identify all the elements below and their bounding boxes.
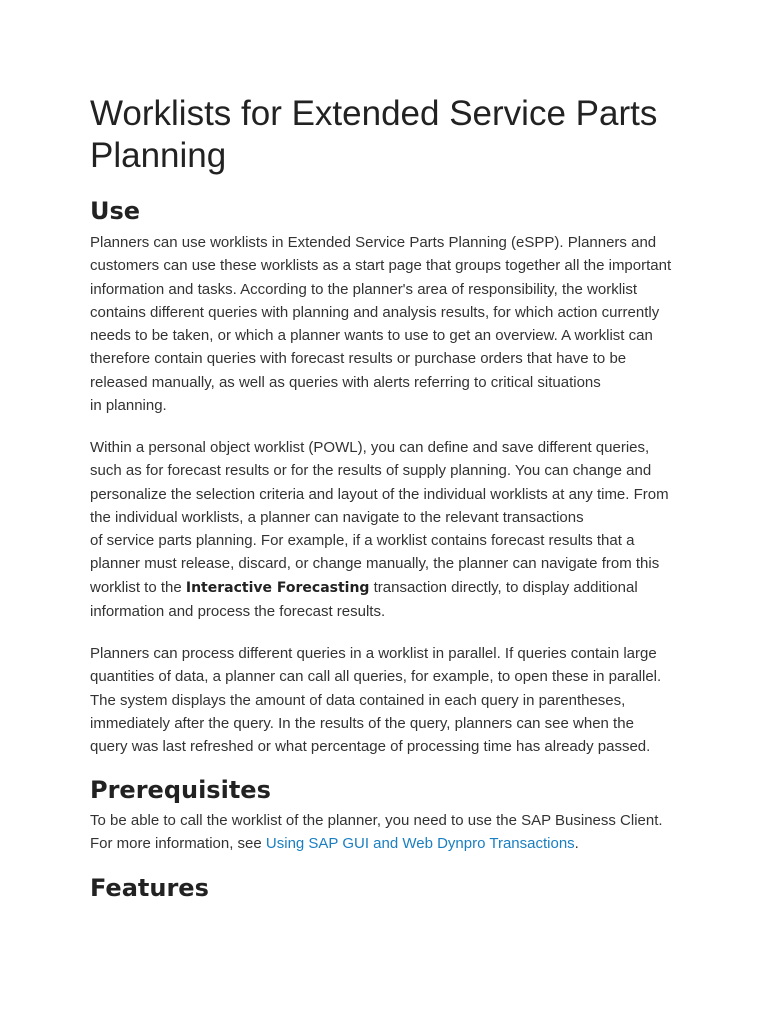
text-line: therefore contain queries with forecast results or purchase orders that have to be [90,350,627,368]
prerequisites-paragraph [90,809,690,856]
text-line: query was last refreshed or what percentage of processing time has already passed. [90,738,651,756]
text-line: immediately after the query. In the results of the query, planners can see when the [90,714,634,732]
text-line: of service parts planning. For example, if a worklist contains forecast results that a [90,532,635,550]
prerequisites-heading: Prerequisites [90,776,271,804]
text-line: information and process the forecast results. [90,603,386,621]
text-fragment: For more information, see [90,835,266,853]
features-heading: Features [90,874,209,902]
sap-gui-web-dynpro-link[interactable]: Using SAP GUI and Web Dynpro Transactions [265,835,575,853]
text-line: Within a personal object worklist (POWL), you can define and save different queries, [90,439,650,456]
text-line: quantities of data, a planner can call all queries, for example, to open these in parallel. [90,668,662,686]
text-line-with-link [90,832,690,855]
text-line: The system displays the amount of data contained in each query in parentheses, [90,691,626,709]
text-line: the individual worklists, a planner can navigate to the relevant transactions [90,508,584,526]
text-line-with-bold-term [90,576,690,600]
page-title-line-1: Worklists for Extended Service Parts [90,94,658,133]
text-line: To be able to call the worklist of the planner, you need to use the SAP Business Client. [90,812,663,829]
use-paragraph-3 [90,642,690,758]
text-line: released manually, as well as queries with alerts referring to critical situations [90,373,601,391]
use-paragraph-1 [90,231,690,417]
text-line: information and tasks. According to the planner's area of responsibility, the worklist [90,280,638,298]
text-fragment: . [574,835,579,853]
text-line: Planners can use worklists in Extended Service Parts Planning (eSPP). Planners and [90,234,657,251]
page-title-line-2: Planning [90,136,227,175]
text-line: contains different queries with planning and analysis results, for which action currently [90,303,660,321]
text-line: needs to be taken, or which a planner wants to use to get an overview. A worklist can [90,327,653,345]
use-paragraph-2 [90,436,690,623]
text-fragment: worklist to the [90,578,186,596]
interactive-forecasting-term: Interactive Forecasting [185,579,370,596]
text-line: in planning. [90,397,167,415]
use-heading: Use [90,197,141,225]
page-title [90,93,690,177]
text-line: planner must release, discard, or change manually, the planner can navigate from this [90,555,660,573]
text-line: Planners can process different queries in a worklist in parallel. If queries contain large [90,645,657,662]
text-line: personalize the selection criteria and layout of the individual worklists at any time. From [90,485,669,503]
text-fragment: transaction directly, to display additional [369,578,638,596]
text-line: such as for forecast results or for the results of supply planning. You can change and [90,462,652,480]
text-line: customers can use these worklists as a start page that groups together all the important [90,257,672,275]
